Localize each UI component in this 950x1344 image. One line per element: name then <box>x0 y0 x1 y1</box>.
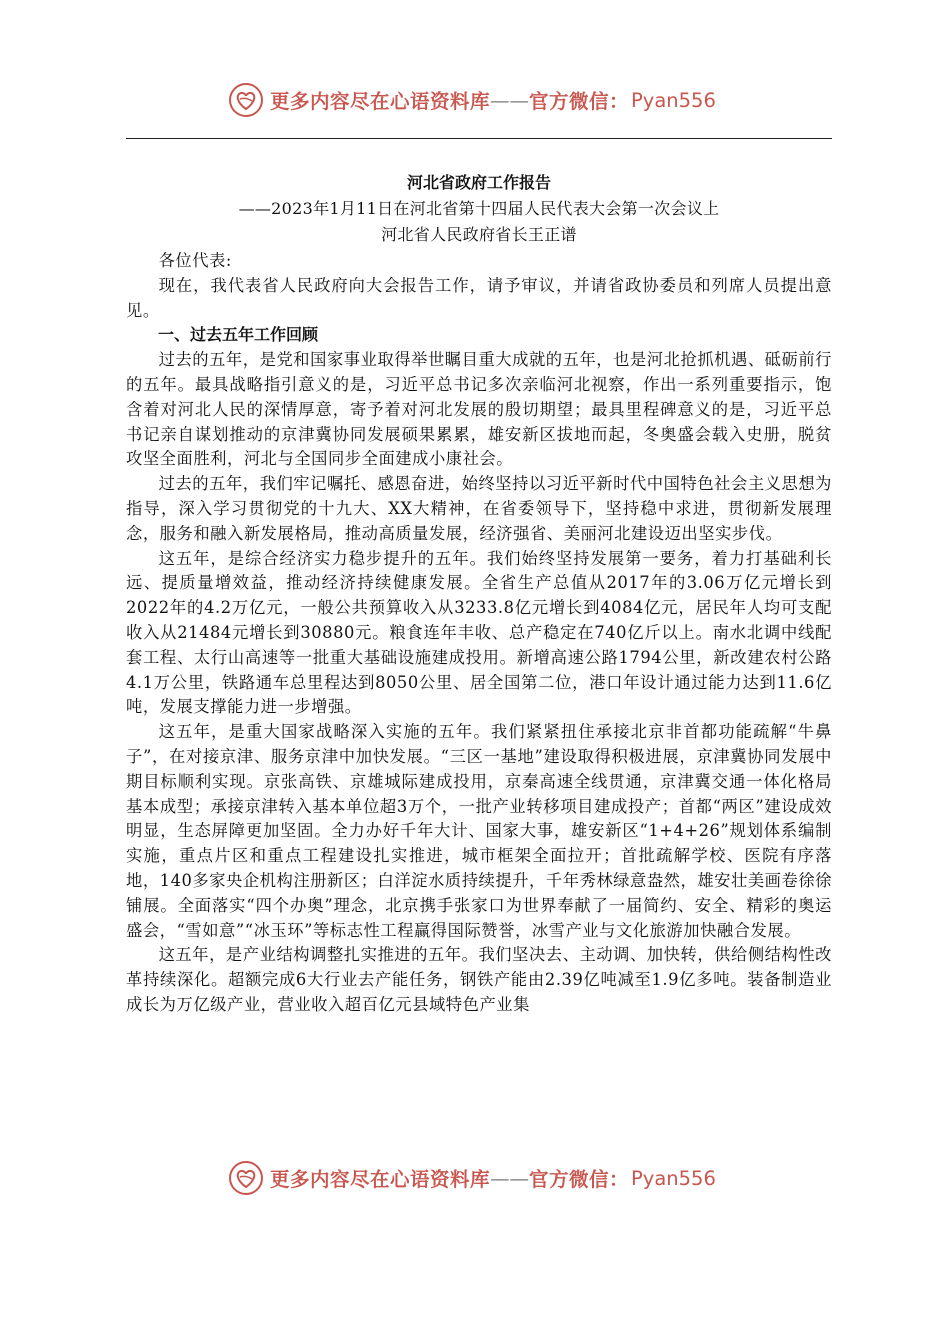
section-heading: 一、过去五年工作回顾 <box>158 325 319 345</box>
document-body <box>126 170 832 1018</box>
salutation: 各位代表: <box>158 251 232 270</box>
banner-wechat-label: 官方微信： <box>529 1168 630 1191</box>
banner-wechat-label: 官方微信： <box>529 90 630 113</box>
header-divider <box>126 138 832 139</box>
document-subtitle-line2: 河北省人民政府省长王正谱 <box>381 225 577 244</box>
banner-slogan: 更多内容尽在心语资料库 <box>270 90 491 113</box>
body-paragraph: 过去的五年，是党和国家事业取得举世瞩目重大成就的五年，也是河北抢抓机遇、砥砺前行的五年。最具战略指引意义的是，习近平总书记多次亲临河北视察，作出一系列重要指示，饱含着对河北人民的深情厚意，寄予着对河北发展的殷切期望；最具里程碑意义的是，习近平总书记亲自谋划推动的京津冀协同发展硕果累累，雄安新区拔地而起，冬奥盛会载入史册，脱贫攻坚全面胜利，河北与全国同步全面建成小康社会。 <box>126 350 832 469</box>
banner-slogan: 更多内容尽在心语资料库 <box>270 1168 491 1191</box>
intro-paragraph: 现在，我代表省人民政府向大会报告工作，请予审议，并请省政协委员和列席人员提出意见。 <box>126 275 832 320</box>
body-paragraph: 这五年，是综合经济实力稳步提升的五年。我们始终坚持发展第一要务，着力打基础利长远、提质量增效益，推动经济持续健康发展。全省生产总值从2017年的3.06万亿元增长到2022年的4.2万亿元，一般公共预算收入从3233.8亿元增长到4084亿元，居民年人均可支配收入从21484元增长到30880元。粮食连年丰收、总产稳定在740亿斤以上。南水北调中线配套工程、太行山高速等一批重大基础设施建成投用。新增高速公路1794公里，新改建农村公路4.1万公里，铁路通车总里程达到8050公里、居全国第二位，港口年设计通过能力达到11.6亿吨，发展支撑能力进一步增强。 <box>126 548 832 717</box>
banner-wechat-id: Pyan556 <box>631 1166 716 1190</box>
document-title: 河北省政府工作报告 <box>406 173 551 192</box>
footer-banner <box>228 1160 716 1196</box>
heart-logo-icon <box>228 1160 264 1196</box>
banner-dash: —— <box>490 1166 530 1190</box>
body-paragraph: 这五年，是产业结构调整扎实推进的五年。我们坚决去、主动调、加快转，供给侧结构性改革持续深化。超额完成6大行业去产能任务，钢铁产能由2.39亿吨减至1.9亿多吨。装备制造业成长为万亿级产业，营业收入超百亿元县域特色产业集 <box>126 945 832 1014</box>
banner-dash: —— <box>490 88 530 112</box>
body-paragraph: 过去的五年，我们牢记嘱托、感恩奋进，始终坚持以习近平新时代中国特色社会主义思想为指导，深入学习贯彻党的十九大、XX大精神，在省委领导下，坚持稳中求进，贯彻新发展理念，服务和融入新发展格局，推动高质量发展，经济强省、美丽河北建设迈出坚实步伐。 <box>126 474 832 543</box>
banner-wechat-id: Pyan556 <box>631 88 716 112</box>
body-paragraph: 这五年，是重大国家战略深入实施的五年。我们紧紧扭住承接北京非首都功能疏解“牛鼻子”，在对接京津、服务京津中加快发展。“三区一基地”建设取得积极进展，京津冀协同发展中期目标顺利实现。京张高铁、京雄城际建成投用，京秦高速全线贯通，京津冀交通一体化格局基本成型；承接京津转入基本单位超3万个，一批产业转移项目建成投产；首都“两区”建设成效明显，生态屏障更加坚固。全力办好千年大计、国家大事，雄安新区“1+4+26”规划体系编制实施，重点片区和重点工程建设扎实推进，城市框架全面拉开；首批疏解学校、医院有序落地，140多家央企机构注册新区；白洋淀水质持续提升，千年秀林绿意盎然，雄安壮美画卷徐徐铺展。全面落实“四个办奥”理念，北京携手张家口为世界奉献了一届简约、安全、精彩的奥运盛会，“雪如意”“冰玉环”等标志性工程赢得国际赞誉，冰雪产业与文化旅游加快融合发展。 <box>126 722 832 940</box>
header-banner <box>228 82 716 118</box>
document-subtitle-line1: ——2023年1月11日在河北省第十四届人民代表大会第一次会议上 <box>238 199 720 218</box>
heart-logo-icon <box>228 82 264 118</box>
